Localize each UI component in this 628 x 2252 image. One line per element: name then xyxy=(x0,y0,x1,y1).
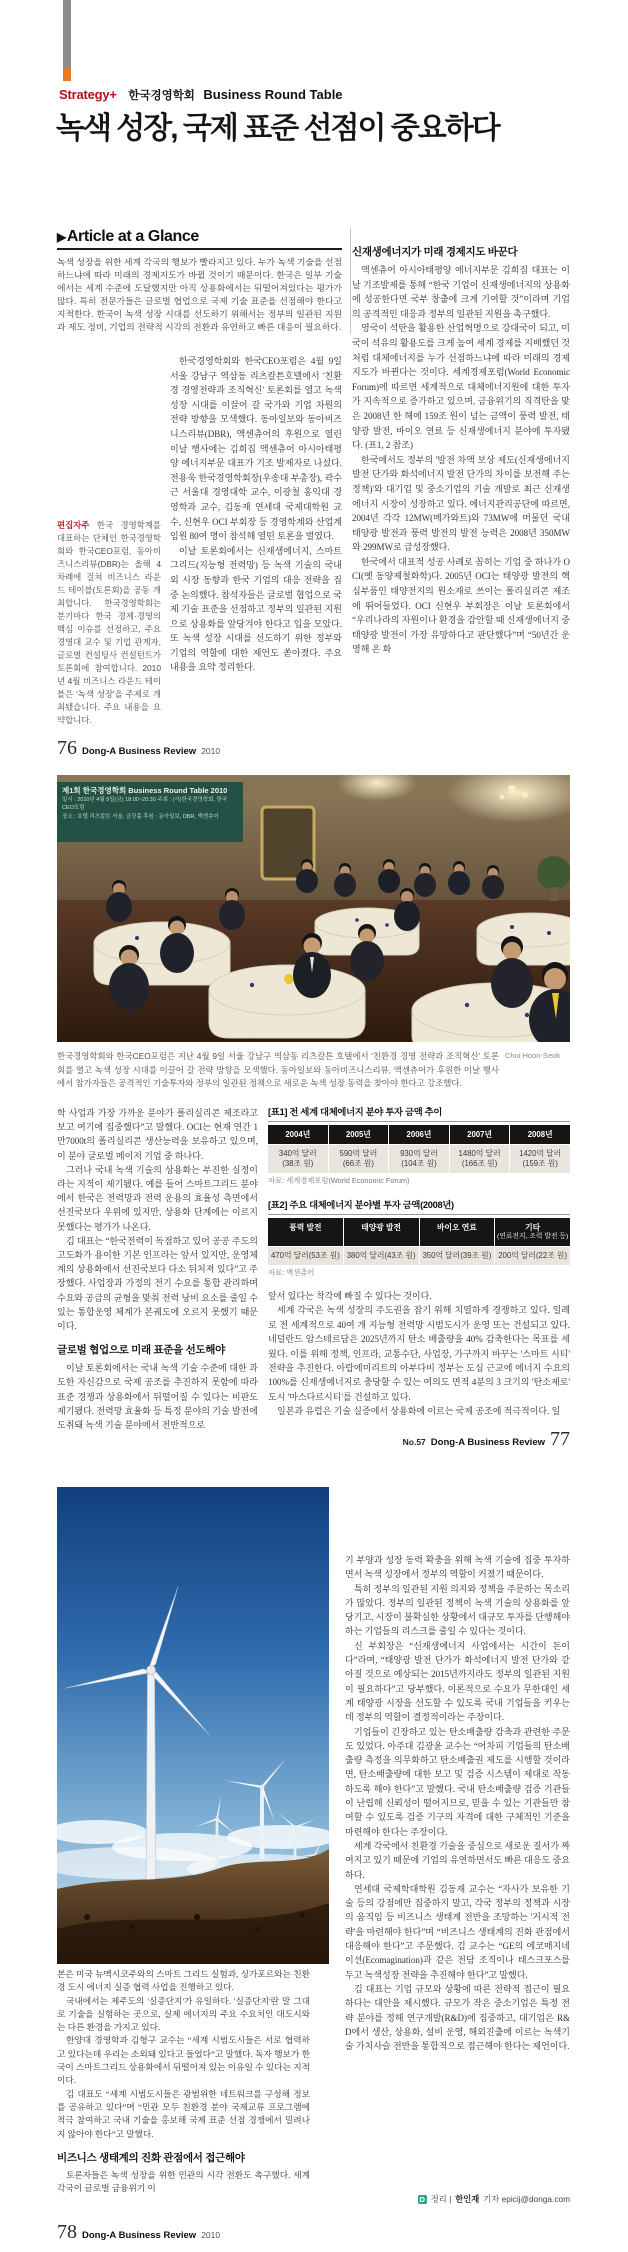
table-header-cell: 바이오 연료 xyxy=(420,1218,495,1246)
table-value-cell: 1420억 달러 (159조 원) xyxy=(510,1145,570,1173)
page77-right-column-text xyxy=(268,1289,570,1419)
wind-farm-illustration xyxy=(57,1487,329,1964)
table-header-cell: 풍력 발전 xyxy=(268,1218,343,1246)
paragraph: 신 부회장은 “신재생에너지 사업에서는 시간이 돈이다”라며, “태양광 발전 단가가 화석에너지 발전 단가와 같아질 것으로 예상되는 2015년까지라도 정부의 일관된 지원이 필요하다”고 당부했다. 이론적으로 수요가 무한대인 세계 태양광 시장을 선도할 수 있도록 국내 기업들을 키우는 데 정부의 역할이 결정적이라는 주장이다. xyxy=(345,1640,570,1723)
paragraph: 김 대표도 “세계 시범도시들은 광범위한 네트워크를 구성해 정보를 공유하고 있다”며 “민관 모두 친환경 분야 국제교류 프로그램에 적극 참여하고 국내 기술을 홍보해 국제 표준 선점 경쟁에서 밀려나지 않아야 한다”고 말했다. xyxy=(57,2088,310,2139)
arrow-right-icon: ▶ xyxy=(57,230,66,244)
paragraph: 한국에서 대표적 성공 사례로 꼽히는 기업 중 하나가 OCI(옛 동양제철화학)다. 2005년 OCI는 태양광 발전의 핵심부품인 태양전지의 원소재로 쓰이는 폴리실리콘 제조에 뛰어들었다. OCI 신현우 부회장은 이날 토론회에서 “우리나라의 자원이나 환경을 감안할 때 신재생에너지 중 태양광 발전이 가장 유망하다고 판단했다”며 “50년간 운영해 온 화 xyxy=(352,556,570,655)
kicker-org-label: 한국경영학회 xyxy=(128,90,195,102)
paragraph: 특히 정부의 일관된 지원 의지와 정책을 주문하는 목소리가 많았다. 정부의 일관된 정책이 녹색 기술의 상용화를 앞당기고, 시장이 불확실한 상황에서 대규모 투자를 단행해야 하는 기업들의 리스크를 줄일 수 있다는 것이다. xyxy=(345,1583,570,1637)
glance-heading-text: Article at a Glance xyxy=(66,228,199,245)
page78-right-column xyxy=(345,1553,570,2193)
section-subhead: 비즈니스 생태계의 진화 관점에서 접근해야 xyxy=(57,2151,245,2164)
table-value-cell: 470억 달러(53조 원) xyxy=(268,1247,343,1265)
page76-right-column xyxy=(352,246,570,742)
table-header-cell: 2008년 xyxy=(510,1125,570,1144)
paragraph: 토론자들은 녹색 성장을 위한 민관의 시각 전환도 촉구했다. 세계 각국이 글로벌 금융위기 이 xyxy=(57,2169,310,2194)
byline-prefix: 정리 | xyxy=(430,2194,452,2204)
photo-caption: 한국경영학회와 한국CEO포럼은 지난 4월 9일 서울 강남구 역삼동 리츠칼튼 호텔에서 '친환경 경영 전략과 조직혁신' 토론회를 열고 녹색 성장 시대를 이끌어 갈 전략 방향을 모색했다. 동아일보와 동아비즈니스리뷰, 액센츄어가 후원한 이날 행사에서 참가자들은 공격적인 기술투자와 정부의 일관된 정책으로 새로운 녹색 성장 동력을 찾아야 한다고 강조했다. xyxy=(57,1051,499,1088)
table-header-cell: 2005년 xyxy=(329,1125,389,1144)
table1 xyxy=(268,1125,570,1173)
table-header-cell: 태양광 발전 xyxy=(344,1218,419,1246)
paragraph: 한국경영학회와 한국CEO포럼은 4월 9일 서울 강남구 역삼동 리츠칼튼호텔에서 '친환경 경영전략과 조직혁신' 토론회를 열고 녹색 성장 시대를 이끌어 갈 국가와 기업 차원의 전략 방향을 모색했다. 동아일보와 동아비즈니스리뷰(DBR), 액센츄어의 후원으로 열린 이날 행사에는 김희집 액센츄어 아시아태평양 에너지부문 대표가 기조 발제자로 나섰다. 전용욱 한국경영학회장(우송대 부총장), 곽수근 서울대 경영대학 교수, 이광철 홍익대 경영학과 교수, 김동재 연세대 국제대학원 교수, 신현우 OCI 부회장 등 경영학계와 산업계 임원 80여 명이 참석해 열띤 토론을 벌였다. xyxy=(170,356,342,542)
editor-note xyxy=(57,519,161,727)
table-value-cell: 350억 달러(39조 원) xyxy=(420,1247,495,1265)
paragraph: 이날 토론회에서는 국내 녹색 기술 수준에 대한 과도한 자신감으로 국제 공조를 추진하지 못함에 따라 표준 경쟁과 상용화에서 뒤떨어질 수 있다는 비판도 제기됐다. 전력망 효율화 등 특정 분야의 기술 발전에 도취돼 녹색 기술 분야에서 전반적으로 xyxy=(57,1363,258,1431)
page77-right-area xyxy=(268,1104,570,1419)
paragraph: 연세대 국제학대학원 김동재 교수는 “자사가 보유한 기술 등의 강점에만 집중하지 말고, 각국 정부의 정책과 시장의 움직임 등 비즈니스 생태계 전반을 조망하는 '거시적 전략'을 마련해야 한다”며 “비즈니스 생태계의 진화 관점에서 대응해야 한다”고 주문했다. 김 교수는 “GE의 에코매지네이션(Ecomagination)과 같은 전담 조직이나 태스크포스를 두고 녹색성장 전략을 추진해야 한다”고 말했다. xyxy=(345,1883,570,1980)
magazine-brand: Dong-A Business Review xyxy=(430,1437,545,1448)
section-subhead: 글로벌 협업으로 미래 표준을 선도해야 xyxy=(57,1344,225,1357)
page-number: 77 xyxy=(550,1428,570,1450)
table-value-cell: 590억 달러 (66조 원) xyxy=(329,1145,389,1173)
page76-footer xyxy=(57,737,220,760)
dbr-end-mark-icon: D xyxy=(419,2194,425,2204)
table-value-cell: 200억 달러(22조 원) xyxy=(495,1247,570,1265)
article-at-a-glance-box xyxy=(57,228,351,334)
section-subhead: 신재생에너지가 미래 경제지도 바꾼다 xyxy=(352,246,518,258)
issue-year: 2010 xyxy=(201,746,221,756)
issue-number: No.57 xyxy=(402,1437,426,1447)
magazine-brand: Dong-A Business Review xyxy=(82,2230,197,2241)
paragraph: 기 부양과 성장 동력 확충을 위해 녹색 기술에 집중 투자하면서 녹색 성장에서 정부의 역할이 커졌기 때문이다. xyxy=(345,1555,570,1580)
event-banner-detail-2: 장소 : 호텔 리츠칼튼 서울, 금강홀 후원 : 동아일보, DBR, 액센츄어 xyxy=(62,814,219,820)
paragraph: 한양대 경영학과 김형구 교수는 “세계 시범도시들은 서로 협력하고 있다는데 우리는 소외돼 있다고 들었다”고 말했다. 독자 행보가 한국이 스마트그리드 상용화에서 뒤떨어져 있는 이유일 수 있다는 지적이다. xyxy=(57,2035,310,2086)
photo-credit: Choi Hoon-Seok xyxy=(505,1051,561,1060)
divider xyxy=(57,248,342,250)
table2-source: 자료: 액센츄어 xyxy=(268,1268,315,1277)
paragraph: 액센츄어 아시아태평양 에너지부문 김희집 대표는 이날 기조발제를 통해 “한국 기업이 신재생에너지의 상용화에 성공한다면 국부 창출에 크게 기여할 것”이라며 기업의 공격적인 대응과 정부의 일관된 지원을 촉구했다. xyxy=(352,265,570,319)
table-header-cell: 기타 (연료전지, 조력 발전 등) xyxy=(495,1218,570,1246)
page78-left-column xyxy=(57,1968,310,2220)
issue-year: 2010 xyxy=(201,2230,221,2240)
paragraph: 세계 각국에서 친환경 기술을 중심으로 새로운 질서가 짜여지고 있기 때문에 기업의 유연하면서도 빠른 대응도 중요하다. xyxy=(345,1840,570,1880)
paragraph: 한국에서도 정부의 '발전 차액 보상 제도(신재생에너지 발전 단가와 화석에너지 발전 단가의 차이를 보전해 주는 정책)'와 대기업 및 중소기업의 기술 개발로 최근 신재생에너지 시장이 성장하고 있다. 에너지관리공단에 따르면, 2004년 각각 12MW(메가와트)와 73MW에 머물던 국내 태양광 발전과 풍력 발전의 발전 능력은 2008년 350MW와 299MW로 급성장했다. xyxy=(352,454,570,553)
byline-contact: 기자 epicij@donga.com xyxy=(483,2194,570,2204)
paragraph: 학 사업과 가장 가까운 분야가 폴리실리콘 제조라고 보고 여기에 집중했다”고 말했다. OCI는 현재 연간 1만7000t의 폴리실리콘 생산능력을 보유하고 있으며, 이 분야 글로벌 메이저 기업 중 하나다. xyxy=(57,1108,258,1161)
paragraph: 앞서 있다는 착각에 빠질 수 있다는 것이다. xyxy=(268,1291,432,1301)
table-value-cell: 930억 달러 (104조 원) xyxy=(389,1145,449,1173)
wind-turbine-photo xyxy=(57,1487,329,1964)
paragraph: 일본과 유럽은 기술 실증에서 상용화에 이르는 국제 공조에 적극적이다. 일 xyxy=(277,1406,561,1417)
table2-caption: [표2] 주요 대체에너지 분야별 투자 금액(2008년) xyxy=(268,1197,570,1215)
paragraph: 기업들이 긴장하고 있는 탄소배출량 감축과 관련한 주문도 있었다. 아주대 김광윤 교수는 “어차피 기업들의 탄소배출량 측정을 의무화하고 탄소배출권 제도를 시행할 것이라면, 탄소배출량에 대한 보고 및 검증 시스템이 제대로 작동하도록 해야 한다”고 말했다. 국내 탄소배출량 검증 기관들이 난립해 신뢰성이 떨어지므로, 믿을 수 있는 기관들만 참여할 수 있도록 검증 기구의 자격에 대한 구체적인 기준을 마련해야 한다는 주장이다. xyxy=(345,1726,570,1837)
glance-heading xyxy=(57,228,342,246)
conference-photo xyxy=(57,775,570,1042)
event-banner-detail-1: 일시 : 2010년 4월 9일(금) 18:00~20:30 주최 : (사)한국경영학회, 한국CEO포럼 xyxy=(62,797,228,811)
glance-summary-text: 녹색 성장을 위한 세계 각국의 행보가 빨라지고 있다. 누가 녹색 기술을 선점하느냐에 따라 미래의 경제지도가 바뀔 것이기 때문이다. 한국은 일부 기술에서는 세계 수준에 도달했지만 아직 상용화에서는 뒤떨어져있다는 평가가 많다. 특히 전문가들은 글로벌 협업으로 국제 기술 표준을 선점해야 한다고 지적한다. 한국이 녹색 성장 시대를 선도하기 위해서는 정부의 일관된 지원과 제도 정비, 기업의 전략적 시각의 전환과 유연하고 빠른 대응이 필요하다. xyxy=(57,257,342,332)
byline-author: 한인재 xyxy=(455,2194,480,2204)
paragraph: 국내에서는 제주도의 '실증단지'가 유일하다. '실증단지'란 말 그대로 기술을 실험하는 곳으로, 실제 에너지의 주요 수요처인 대도시와는 다른 환경을 가지고 있다. xyxy=(57,1995,310,2033)
editor-note-label: 편집자주 xyxy=(57,520,90,530)
table1-source: 자료: 세계경제포럼(World Economic Forum) xyxy=(268,1176,410,1185)
table-header-cell: 2006년 xyxy=(389,1125,449,1144)
paragraph: 이날 토론회에서는 신재생에너지, 스마트그리드(지능형 전력망) 등 녹색 기술의 국내외 시장 동향과 한국 기업의 대응 전략을 집중 논의했다. 참석자들은 글로벌 협업으로 국제 기술 표준을 선점하고 정부의 일관된 지원으로 상용화를 앞당겨야 한다고 입을 모았다. 또 녹색 성장 시대를 선도하기 위한 정부와 기업의 역할에 대한 제언도 쏟아졌다. 주요 내용을 요약 정리한다. xyxy=(170,545,342,673)
event-banner xyxy=(57,782,243,842)
page77-footer xyxy=(300,1428,570,1451)
paragraph: 김 대표는 기업 규모와 상황에 따른 전략적 접근이 필요하다는 대안을 제시했다. 규모가 작은 중소기업은 특정 전략 분야를 정해 연구개발(R&D)에 집중하고, 대기업은 R&D에서 생산, 상용화, 설비 운영, 해외진출에 이르는 녹색기술 가치사슬 전반을 통합적으로 접근해야 한다는 제언이다. xyxy=(345,1983,570,2052)
page77-left-column xyxy=(57,1106,258,1484)
header-orange-square xyxy=(63,68,71,81)
kicker-row xyxy=(59,86,343,104)
paragraph: 김 대표는 “한국전력이 독점하고 있어 공공 주도의 고도화가 용이한 기본 인프라는 앞서 있지만, 운영체계의 상용화에서 선진국보다 다소 뒤처져 있다”고 주장했다. 사업장과 가정의 전기 수요를 통합 관리하며 수요와 공급의 균형을 맞춰 전력 낭비 요소를 줄일 수 있는 통합운영 체계가 본궤도에 오르지 못했기 때문이다. xyxy=(57,1235,258,1332)
page-number: 78 xyxy=(57,2221,77,2243)
header-gray-bar xyxy=(63,0,71,68)
editor-note-body: 한국 경영학계를 대표하는 단체인 한국경영학회와 한국CEO포럼, 동아비즈니스리뷰(DBR)는 올해 4차례에 걸쳐 비즈니스 라운드 테이블(토론회)을 공동 개최합니다. 한국경영학회는 분기마다 한국 경제·경영의 핵심 이슈를 선정하고, 주요 경영대 교수 및 기업 관계자, 글로벌 컨설팅사 컨설턴트가 토론회에 참여합니다. 2010년 4월 비즈니스 라운드 테이블은 '녹색 성장'을 주제로 개최됐습니다. 주요 내용을 요약합니다. xyxy=(57,520,161,725)
magazine-brand: Dong-A Business Review xyxy=(82,746,197,757)
table-header-cell: 2007년 xyxy=(450,1125,510,1144)
article-title: 녹색 성장, 국제 표준 선점이 중요하다 xyxy=(56,112,499,145)
paragraph: 영국이 석탄을 활용한 산업혁명으로 강대국이 되고, 미국이 석유의 활용도를 크게 높여 세계 경제를 지배했던 것처럼 대체에너지를 누가 선점하느냐에 따라 미래의 경제지도가 바뀐다는 것이다. 세계경제포럼(World Economic Forum)에 따르면 세계적으로 대체에너지원에 대한 투자가 지속적으로 증가하고 있으며, 금융위기의 직격탄을 맞은 2008년 한 해에 159조 원이 넘는 금액이 풍력 발전, 태양광 발전, 바이오 연료 등 신재생에너지 분야에 투자됐다. (표1, 2 참조) xyxy=(352,323,570,451)
table-value-cell: 340억 달러 (38조 원) xyxy=(268,1145,328,1173)
page76-left-column xyxy=(170,354,342,742)
page-number: 76 xyxy=(57,737,77,759)
table-value-cell: 380억 달러(43조 원) xyxy=(344,1247,419,1265)
section-brand-label: Strategy+ xyxy=(59,87,117,102)
table2 xyxy=(268,1218,570,1265)
byline-row xyxy=(345,2193,570,2205)
paragraph: 그러나 국내 녹색 기술의 상용화는 부진한 실정이라는 지적이 제기됐다. 예를 들어 스마트그리드 분야에서 한국은 전력망과 전력 운용의 효율성 측면에서 선진국보다 우위에 있지만, 상용화 단계에는 이르지 못했다는 평가가 나온다. xyxy=(57,1164,258,1232)
kicker-series-label: Business Round Table xyxy=(203,87,343,102)
event-banner-title: 제1회 한국경영학회 Business Round Table 2010 xyxy=(62,786,228,795)
paragraph: 세계 각국은 녹색 성장의 주도권을 잡기 위해 치열하게 경쟁하고 있다. 일례로 전 세계적으로 40여 개 지능형 전력망 시범도시가 운영 또는 건설되고 있다. 네덜란드 암스테르담은 2025년까지 탄소 배출량을 40% 감축한다는 목표를 세웠다. 이를 위해 정책, 인프라, 교통수단, 사업장, 가구까지 바꾸는 '스마트 시티' 전략을 추진한다. 아랍에미리트의 아부다비 정부는 도심 근교에 에너지 수요의 100%를 신재생에너지로 충당할 수 있는 여의도 면적 4분의 3 크기의 '탄소제로' 도시 '마스다르시티'를 건설하고 있다. xyxy=(268,1305,570,1402)
table1-caption: [표1] 전 세계 대체에너지 분야 투자 금액 추이 xyxy=(268,1104,570,1122)
page78-footer xyxy=(57,2221,220,2244)
paragraph: 본은 미국 뉴멕시코주와의 스마트 그리드 실험과, 싱가포르와는 친환경 도시 에너지 실증 협력 사업을 진행하고 있다. xyxy=(57,1969,310,1993)
table-header-cell: 2004년 xyxy=(268,1125,328,1144)
table-value-cell: 1480억 달러 (166조 원) xyxy=(450,1145,510,1173)
